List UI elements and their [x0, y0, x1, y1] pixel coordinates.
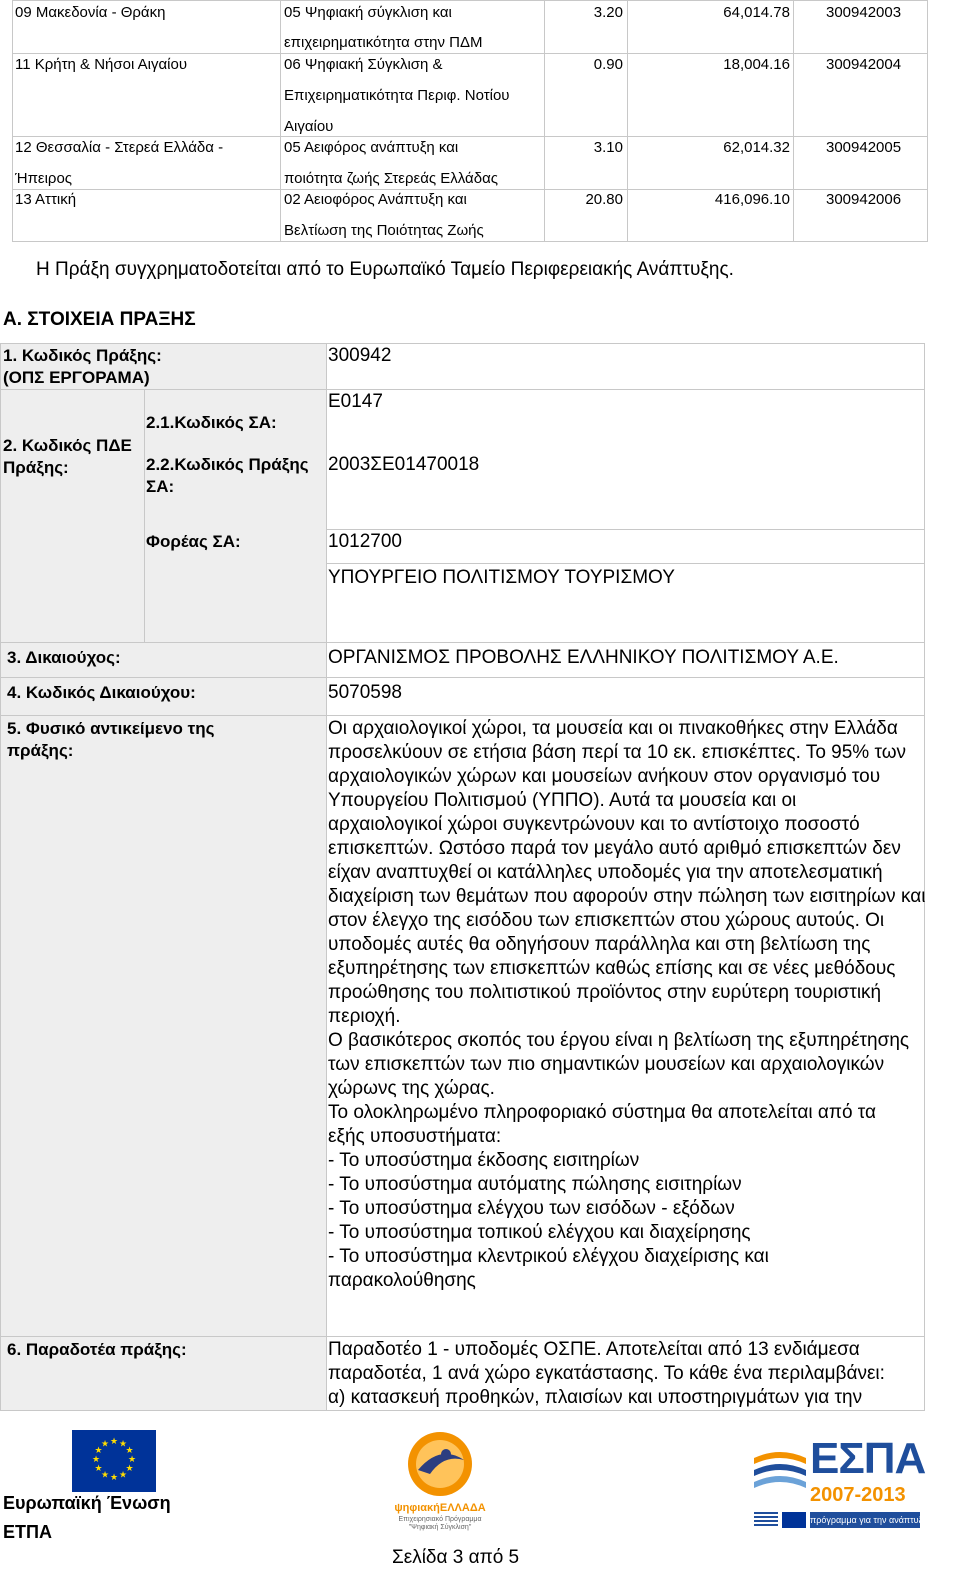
- svg-text:★: ★: [109, 1437, 119, 1447]
- field-label-sa-project-code-sub: ΣΑ:: [146, 477, 175, 496]
- etpa-label: ΕΤΠΑ: [3, 1522, 52, 1542]
- program-cell: 05 Αειφόρος ανάπτυξη και: [284, 139, 459, 156]
- espa-waves-icon: [752, 1444, 808, 1504]
- field-label-physical-object: 5. Φυσικό αντικείμενο της: [7, 719, 215, 738]
- percent-cell: 3.10: [593, 139, 623, 156]
- digital-greece-emblem-icon: [380, 1430, 500, 1502]
- foreas-code-value: 1012700: [328, 531, 402, 552]
- espa-tagline: πρόγραμμα για την ανάπτυξη: [810, 1512, 920, 1528]
- field-label-deliverables: 6. Παραδοτέα πράξης:: [7, 1340, 187, 1359]
- svg-text:★: ★: [91, 1455, 101, 1465]
- digital-greece-logo: [380, 1430, 500, 1530]
- amount-cell: 18,004.16: [723, 56, 790, 73]
- amount-cell: 62,014.32: [723, 139, 790, 156]
- svg-text:★: ★: [118, 1439, 128, 1450]
- svg-text:★: ★: [109, 1473, 119, 1483]
- eu-stars-icon: [72, 1430, 156, 1492]
- field-label-sa-project-code: 2.2.Κωδικός Πράξης: [146, 455, 309, 474]
- physical-object-value: Οι αρχαιολογικοί χώροι, τα μουσεία και οι πινακοθήκες στην Ελλάδα προσελκύουν σε ετήσια βάση περί τα 10 εκ. επισκέπτες. Το 95% των αρχαιολογικών χώρων και μουσείων ανήκουν στον οργανισμό του Υπουργείου Πολιτισμού (ΥΠΠΟ). Αυτά τα μουσεία και οι αρχαιολογικοί χώροι συγκεντρώνουν και το αντίστοιχο ποσοστό επισκεπτών. Ωστόσο παρά τον μεγάλο αυτό αριθμό επισκεπτών δεν είχαν αναπτυχθεί οι κατάλληλες υποδομές για την αποτελεσματική διαχείριση των θεμάτων που αφορούν στην πώληση των εισιτηρίων και στον έλεγχο της εισόδου των επισκεπτών στου χώρους αυτούς. Οι υποδομές αυτές θα οδηγήσουν παράλληλα και στη βελτίωση της εξυπηρέτησης των επισκεπτών καθώς επίσης και σε νέες μεθόδους προώθησης του πολιτιστικού προϊόντος στην ευρύτερη τουριστική περιοχή. Ο βασικότερος σκοπός του έργου είναι η βελτίωση της εξυπηρέτησης των επισκεπτών των πιο σημαντικών μουσείων και αρχαιολογικών χώρωνς της χώρας. Το ολοκληρωμένο πληροφοριακό σύστημα θα αποτελείται από τα εξής υποσυστήματα: - Το υποσύστημα έκδοσης εισιτηρίων - Το υποσύστημα αυτόματης πώλησης εισιτηρίων - Το υποσύστημα ελέγχου των εισόδων - εξόδων - Το υποσύστημα τοπικού ελέγχου και διαχείρησης - Το υποσύστημα κλεντρικού ελέγχου διαχείρισης και παρακολούθησης: [328, 718, 926, 1291]
- program-cell: Βελτίωση της Ποιότητας Ζωής: [284, 222, 484, 239]
- page-number: Σελίδα 3 από 5: [392, 1547, 520, 1568]
- program-cell: ποιότητα ζωής Στερεάς Ελλάδας: [284, 170, 498, 187]
- code-cell: 300942004: [826, 56, 902, 73]
- beneficiary-value: ΟΡΓΑΝΙΣΜΟΣ ΠΡΟΒΟΛΗΣ ΕΛΛΗΝΙΚΟΥ ΠΟΛΙΤΙΣΜΟΥ Α.Ε.: [328, 647, 839, 668]
- field-label-project-code: 1. Κωδικός Πράξης:: [3, 346, 162, 365]
- region-cell: 13 Αττική: [15, 191, 77, 208]
- field-label-sa-code: 2.1.Κωδικός ΣΑ:: [146, 413, 277, 432]
- percent-cell: 20.80: [585, 191, 623, 208]
- digital-greece-sub2: "Ψηφιακή Σύγκλιση": [408, 1524, 472, 1531]
- field-label-beneficiary-code: 4. Κωδικός Δικαιούχου:: [7, 683, 196, 702]
- project-code-value: 300942: [328, 345, 392, 366]
- svg-text:★: ★: [125, 1464, 134, 1474]
- svg-text:★: ★: [100, 1439, 110, 1450]
- svg-text:★: ★: [125, 1446, 134, 1456]
- greek-flag-icon: [754, 1512, 778, 1528]
- region-cell: 12 Θεσσαλία - Στερεά Ελλάδα -: [15, 139, 224, 156]
- amount-cell: 64,014.78: [723, 4, 790, 21]
- amount-cell: 416,096.10: [714, 191, 790, 208]
- sa-project-code-value: 2003ΣΕ01470018: [328, 454, 480, 475]
- beneficiary-code-value: 5070598: [328, 682, 402, 703]
- svg-text:★: ★: [94, 1464, 103, 1474]
- field-label-project-code-sub: (ΟΠΣ ΕΡΓΟΡΑΜΑ): [3, 368, 150, 387]
- svg-text:★: ★: [127, 1455, 137, 1465]
- code-cell: 300942006: [826, 191, 902, 208]
- percent-cell: 0.90: [593, 56, 623, 73]
- percent-cell: 3.20: [593, 4, 623, 21]
- program-cell: επιχειρηματικότητα στην ΠΔΜ: [284, 34, 483, 51]
- eu-mini-flag-icon: [782, 1512, 806, 1528]
- program-cell: 05 Ψηφιακή σύγκλιση και: [284, 4, 452, 21]
- foreas-name-value: ΥΠΟΥΡΓΕΙΟ ΠΟΛΙΤΙΣΜΟΥ ΤΟΥΡΙΣΜΟΥ: [328, 567, 675, 588]
- eu-flag-logo: [72, 1430, 156, 1492]
- program-cell: 06 Ψηφιακή Σύγκλιση &: [284, 56, 443, 73]
- program-cell: Επιχειρηματικότητα Περιφ. Νοτίου: [284, 87, 510, 104]
- digital-greece-sub1: Επιχειρησιακό Πρόγραμμα: [398, 1516, 482, 1523]
- digital-greece-wordmark: ψηφιακήΕΛΛΑΔΑ: [394, 1502, 486, 1514]
- field-label-pde-code: 2. Κωδικός ΠΔΕ: [3, 436, 132, 455]
- espa-title: ΕΣΠΑ: [810, 1434, 926, 1483]
- svg-text:★: ★: [118, 1470, 128, 1481]
- field-label-physical-object-sub: πράξης:: [7, 741, 74, 760]
- program-cell: 02 Αειοφόρος Ανάπτυξη και: [284, 191, 467, 208]
- code-cell: 300942005: [826, 139, 902, 156]
- cofinance-note: Η Πράξη συγχρηματοδοτείται από το Ευρωπαϊκό Ταμείο Περιφερειακής Ανάπτυξης.: [36, 259, 734, 280]
- program-cell: Αιγαίου: [284, 118, 334, 135]
- espa-years: 2007-2013: [810, 1484, 906, 1506]
- code-cell: 300942003: [826, 4, 902, 21]
- eu-label: Ευρωπαϊκή Ένωση: [3, 1493, 171, 1513]
- region-cell: Ήπειρος: [15, 170, 73, 187]
- region-cell: 11 Κρήτη & Νήσοι Αιγαίου: [15, 56, 188, 73]
- svg-text:★: ★: [100, 1470, 110, 1481]
- pde-code-value: Ε0147: [328, 391, 383, 412]
- region-cell: 09 Μακεδονία - Θράκη: [15, 4, 166, 21]
- section-title: Α. ΣΤΟΙΧΕΙΑ ΠΡΑΞΗΣ: [3, 309, 196, 330]
- field-label-foreas: Φορέας ΣΑ:: [146, 532, 241, 551]
- field-label-pde-code-sub: Πράξης:: [3, 458, 69, 477]
- svg-text:★: ★: [94, 1446, 103, 1456]
- espa-logo: [752, 1434, 928, 1532]
- field-label-beneficiary: 3. Δικαιούχος:: [7, 648, 121, 667]
- deliverables-value: Παραδοτέο 1 - υποδομές ΟΣΠΕ. Αποτελείται από 13 ενδιάμεσα παραδοτέα, 1 ανά χώρο εγκατάστασης. Το κάθε ένα περιλαμβάνει: α) κατασκευή προθηκών, πλαισίων και υποστηριγμάτων για την: [328, 1339, 885, 1408]
